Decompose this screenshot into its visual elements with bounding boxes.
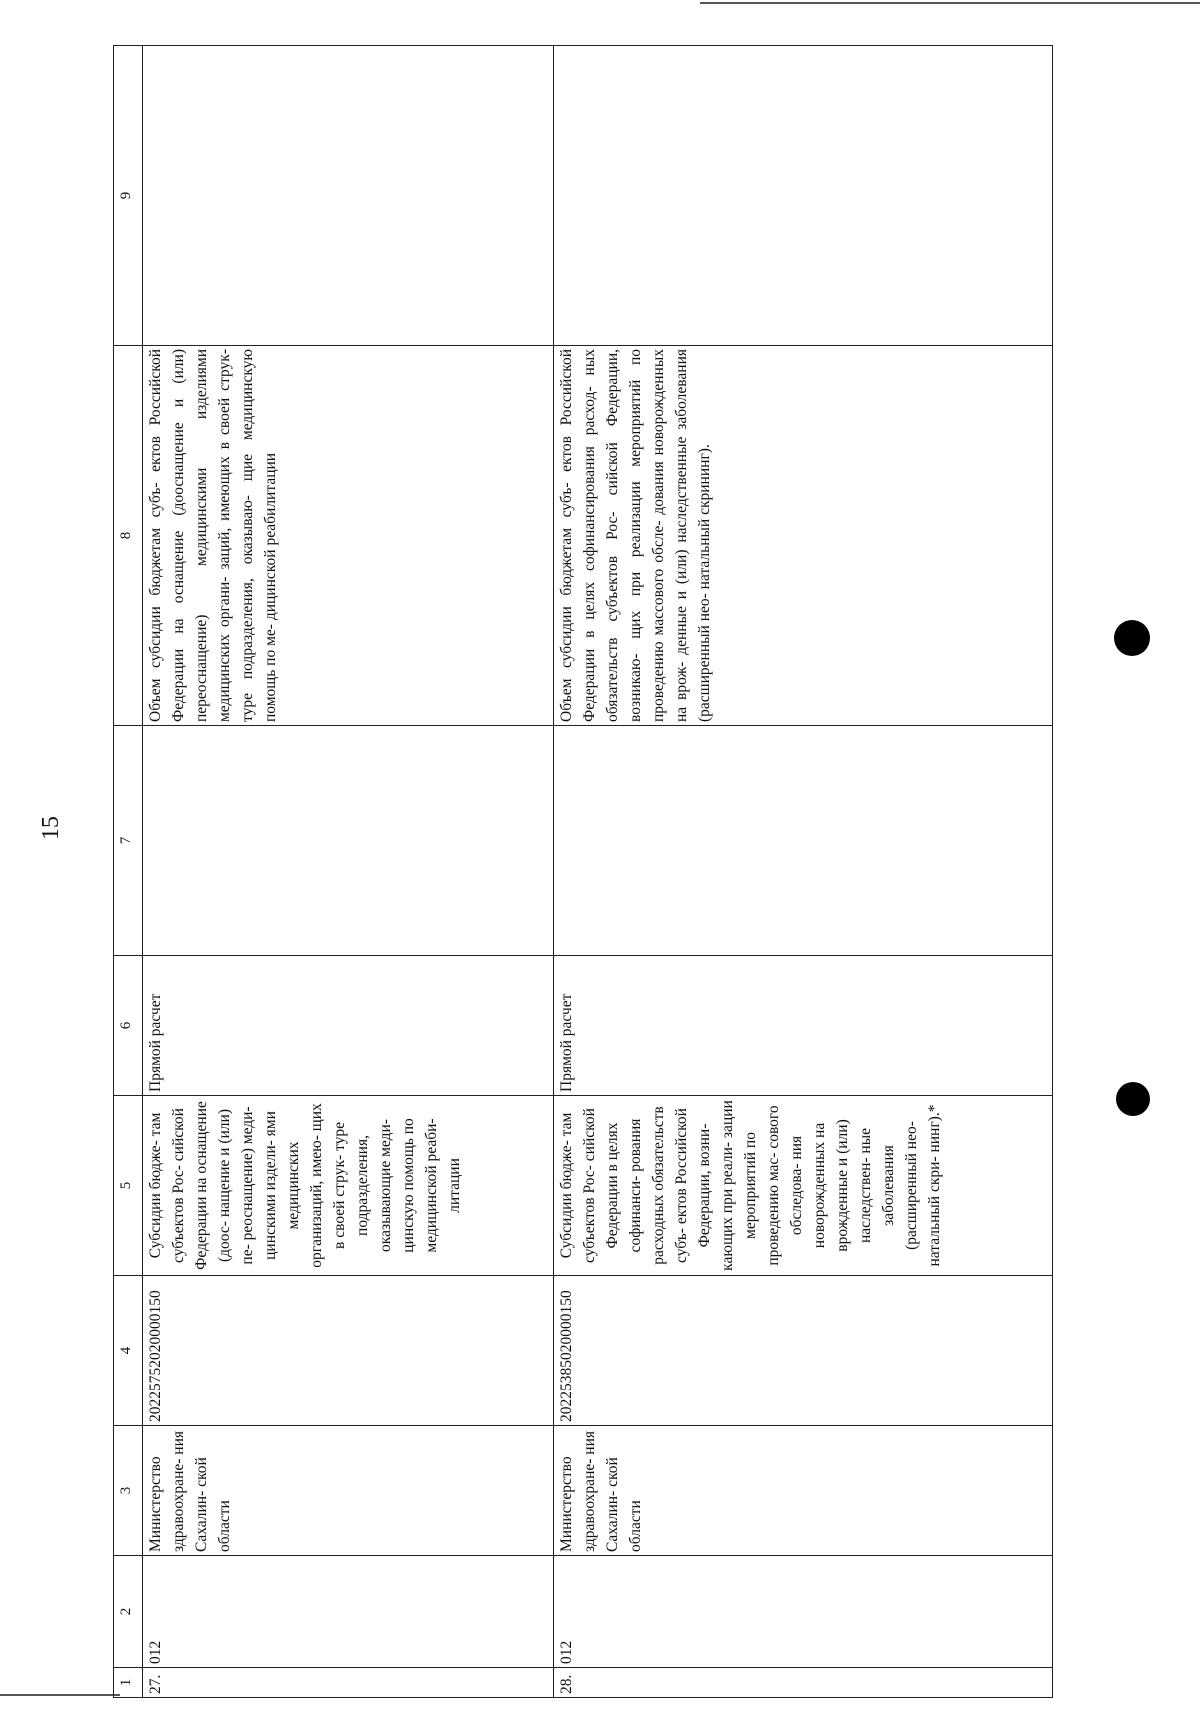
- notes-cell: [143, 46, 554, 346]
- rotated-table-container: [113, 46, 1053, 1698]
- administrator-name: Министерство здравоохране- ния Сахалин- ской области: [554, 1426, 1053, 1556]
- table-row: [554, 46, 1053, 1698]
- revenue-name: Субсидии бюдже- там субъектов Рос- сийской Федерации на оснащение (доос- нащение и (или) пе- реоснащение) меди- цинскими издели- ями медицинских организаций, имею- щих в своей струк- туре подразделения, оказывающие меди- цинскую помощь по медицинской реаби- литации: [143, 1096, 554, 1276]
- budget-table: [113, 45, 1053, 1698]
- header-col-1: 1: [114, 1668, 143, 1698]
- calculation-method: Прямой расчет: [143, 956, 554, 1096]
- budget-code: 20225752020000150: [143, 1276, 554, 1426]
- page-number: 15: [38, 816, 64, 840]
- table-row: [143, 46, 554, 1698]
- formula-cell: [143, 726, 554, 956]
- header-col-8: 8: [114, 346, 143, 726]
- indicator-description: Объем субсидии бюджетам субъ- ектов Российской Федерации в целях софинансирования расход- ных обязательств субъектов Рос- сийской Федерации, возникаю- щих при реализации мероприятий по проведению массового обсле- дования новорожденных на врож- денные и (или) наследственные заболевания (расширенный нео- натальный скрининг).: [554, 346, 1053, 726]
- budget-code: 20225385020000150: [554, 1276, 1053, 1426]
- indicator-description: Объем субсидии бюджетам субъ- ектов Российской Федерации на оснащение (дооснащение и (или) переоснащение) медицинскими изделиями медицинских органи- заций, имеющих в своей струк- туре подразделения, оказываю- щие медицинскую помощь по ме- дицинской реабилитации: [143, 346, 554, 726]
- scan-edge-bottom: [0, 1694, 120, 1696]
- admin-code: 012: [143, 1556, 554, 1668]
- scan-edge-top: [700, 2, 1200, 4]
- notes-cell: [554, 46, 1053, 346]
- revenue-name: Субсидии бюдже- там субъектов Рос- сийской Федерации в целях софинанси- рования расходных обязательств субъ- ектов Российской Федерации, возни- кающих при реали- зации мероприятий по проведению мас- сового обследова- ния новорожденных на врожденные и (или) наследствен- ные заболевания (расширенный нео- натальный скри- нинг).*: [554, 1096, 1053, 1276]
- header-col-2: 2: [114, 1556, 143, 1668]
- header-col-4: 4: [114, 1276, 143, 1426]
- formula-cell: [554, 726, 1053, 956]
- calculation-method: Прямой расчет: [554, 956, 1053, 1096]
- admin-code: 012: [554, 1556, 1053, 1668]
- hole-punch-mark: [1116, 1082, 1150, 1116]
- row-number: 27.: [143, 1668, 554, 1698]
- header-col-9: 9: [114, 46, 143, 346]
- administrator-name: Министерство здравоохране- ния Сахалин- ской области: [143, 1426, 554, 1556]
- header-col-5: 5: [114, 1096, 143, 1276]
- header-row: [114, 46, 143, 1698]
- header-col-3: 3: [114, 1426, 143, 1556]
- header-col-7: 7: [114, 726, 143, 956]
- header-col-6: 6: [114, 956, 143, 1096]
- row-number: 28.: [554, 1668, 1053, 1698]
- hole-punch-mark: [1114, 620, 1150, 656]
